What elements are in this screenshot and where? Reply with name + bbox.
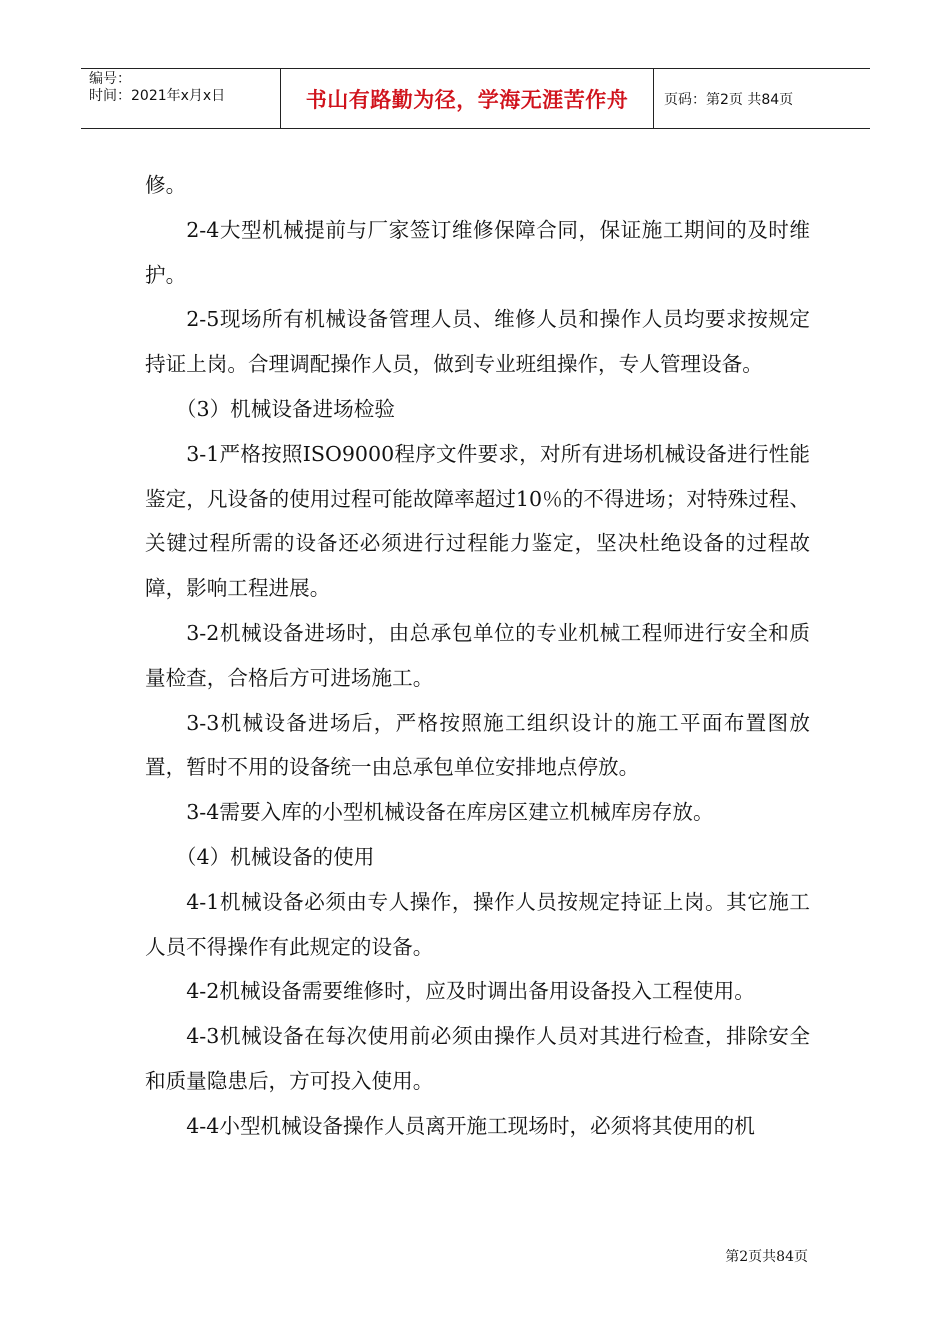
- paragraph: 3-1严格按照ISO9000程序文件要求，对所有进场机械设备进行性能鉴定，凡设备的使用过程可能故障率超过10％的不得进场；对特殊过程、关键过程所需的设备还必须进行过程能力鉴定，坚决杜绝设备的过程故障，影响工程进展。: [145, 441, 810, 601]
- paragraph: 4-3机械设备在每次使用前必须由操作人员对其进行检查，排除安全和质量隐患后，方可投入使用。: [145, 1024, 810, 1093]
- paragraph: 修。: [145, 173, 187, 197]
- header-page-info: 页码：第2页 共84页: [664, 91, 794, 108]
- document-date: 时间：2021年x月x日: [89, 88, 226, 104]
- section-heading: （3）机械设备进场检验: [175, 396, 395, 421]
- header-meta: [81, 69, 281, 128]
- document-body: [145, 163, 810, 1149]
- paragraph: 3-2机械设备进场时，由总承包单位的专业机械工程师进行安全和质量检查，合格后方可进场施工。: [145, 620, 810, 690]
- section-heading: （4）机械设备的使用: [175, 844, 375, 869]
- document-number: 编号：: [89, 71, 131, 87]
- document-header: [81, 68, 870, 129]
- paragraph: 4-2机械设备需要维修时，应及时调出备用设备投入工程使用。: [186, 979, 755, 1004]
- paragraph: 2-4大型机械提前与厂家签订维修保障合同，保证施工期间的及时维护。: [145, 217, 810, 287]
- paragraph: 4-4小型机械设备操作人员离开施工现场时，必须将其使用的机: [186, 1113, 755, 1138]
- paragraph: 3-3机械设备进场后，严格按照施工组织设计的施工平面布置图放置，暂时不用的设备统一由总承包单位安排地点停放。: [145, 710, 810, 780]
- paragraph: 2-5现场所有机械设备管理人员、维修人员和操作人员均要求按规定持证上岗。合理调配操作人员，做到专业班组操作，专人管理设备。: [145, 307, 810, 377]
- page-footer: 第2页共84页: [725, 1249, 808, 1265]
- header-motto: 书山有路勤为径，学海无涯苦作舟: [281, 69, 654, 128]
- paragraph: 3-4需要入库的小型机械设备在库房区建立机械库房存放。: [186, 800, 714, 825]
- paragraph: 4-1机械设备必须由专人操作，操作人员按规定持证上岗。其它施工人员不得操作有此规定的设备。: [145, 889, 810, 959]
